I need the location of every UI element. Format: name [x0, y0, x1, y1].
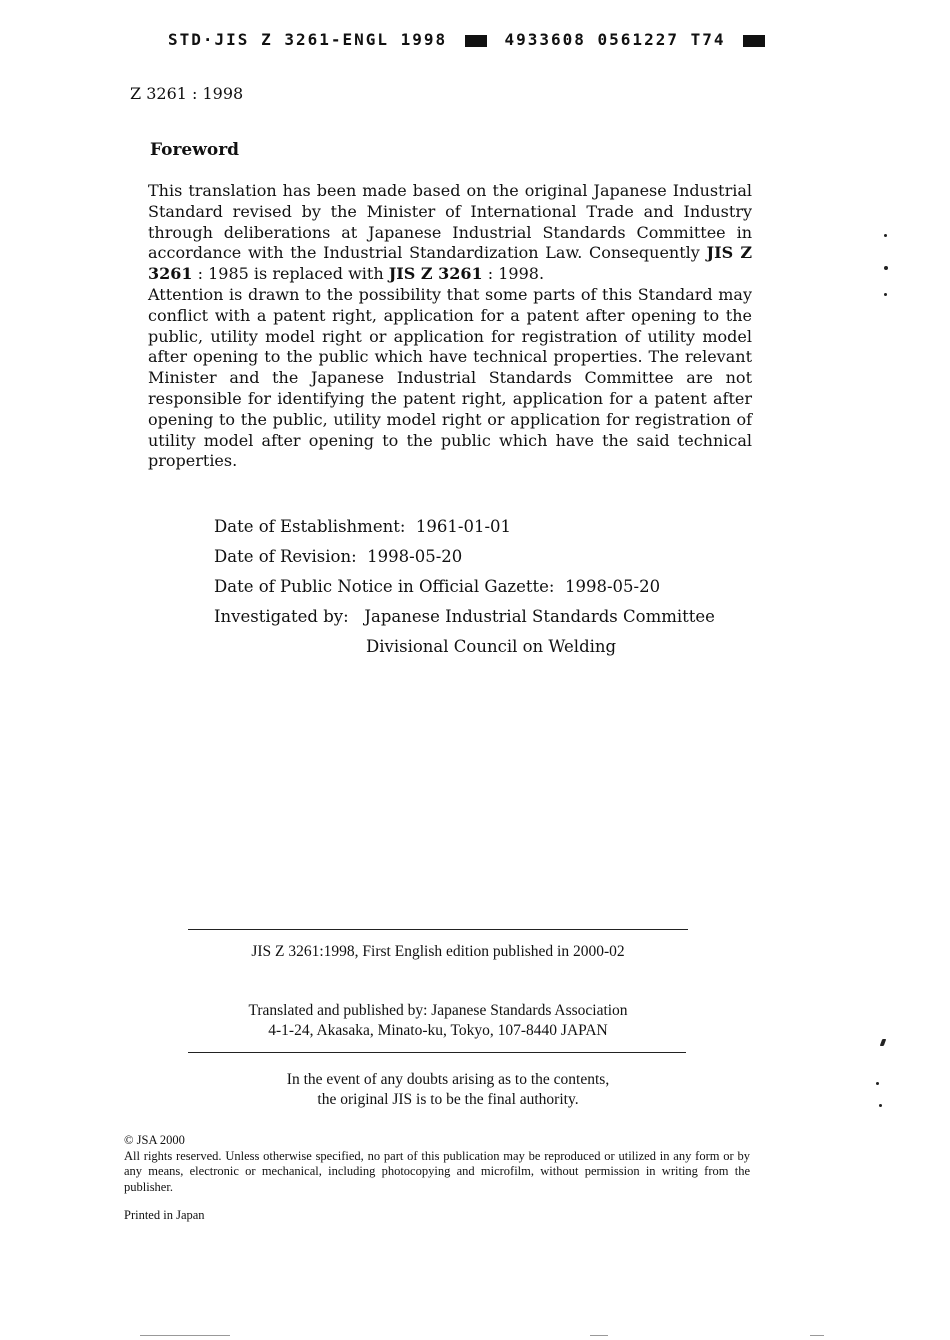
investigated-by: Investigated by: Japanese Industrial Standards Committee — [214, 607, 715, 626]
rights-statement: All rights reserved. Unless otherwise specified, no part of this publication may be reproduced or utilized in any form or by any means, electronic or mechanical, including photocopying and microfilm, without permission in writing from the publisher. — [124, 1148, 750, 1194]
running-header — [168, 30, 771, 49]
date-revision: Date of Revision: 1998-05-20 — [214, 547, 463, 566]
scan-artifact-line — [810, 1335, 824, 1336]
publisher-line: Translated and published by: Japanese Standards Association — [248, 1002, 628, 1019]
foreword-body — [148, 181, 752, 472]
header-bar-mark — [743, 35, 765, 47]
foreword-heading: Foreword — [150, 140, 240, 160]
date-public-notice: Date of Public Notice in Official Gazette: 1998-05-20 — [214, 577, 661, 596]
scan-speck — [876, 1082, 879, 1085]
printed-in: Printed in Japan — [124, 1208, 205, 1222]
foreword-paragraph-2: Attention is drawn to the possibility that some parts of this Standard may conflict with a patent right, application for a patent after opening to the public, utility model right or application for registration of utility model after opening to the public which have technical properties. The relevant Minister and the Japanese Industrial Standards Committee are not responsible for identifying the patent right, application for a patent after opening to the public, utility model right or application for registration of utility model after opening to the public which have the said technical properties. — [148, 284, 752, 471]
scan-speck — [880, 1039, 887, 1046]
notice-line-1: In the event of any doubts arising as to the contents, — [286, 1071, 610, 1088]
copyright-line: © JSA 2000 — [124, 1133, 185, 1147]
paragraph-text: This translation has been made based on the original Japanese Industrial Standard revised by the Minister of International Trade and Industry through deliberations at Japanese Industrial Standards Committee in accordance with the Industrial Standardization Law. Consequently — [148, 181, 752, 263]
scan-artifact-line — [140, 1335, 230, 1336]
publication-bottom-rule — [188, 1052, 686, 1053]
investigating-council: Divisional Council on Welding — [366, 637, 617, 656]
header-bar-mark — [465, 35, 487, 47]
notice-line-2: the original JIS is to be the final authority. — [317, 1091, 579, 1108]
edition-line: JIS Z 3261:1998, First English edition published in 2000-02 — [251, 943, 625, 960]
paragraph-text: : 1985 is replaced with — [192, 264, 389, 284]
standard-reference-old: JIS Z 3261 — [148, 243, 752, 284]
scan-speck — [884, 293, 887, 296]
foreword-paragraph-1 — [148, 181, 752, 285]
paragraph-text: : 1998. — [482, 264, 545, 284]
scan-artifact-line — [590, 1335, 608, 1336]
date-establishment: Date of Establishment: 1961-01-01 — [214, 517, 512, 536]
document-code: Z 3261 : 1998 — [130, 84, 244, 103]
scan-speck — [879, 1104, 882, 1107]
dates-block — [214, 512, 715, 662]
header-standard-id: STD·JIS Z 3261-ENGL 1998 — [168, 30, 448, 49]
header-catalog-number: 4933608 0561227 T74 — [504, 30, 726, 49]
standard-reference-new: JIS Z 3261 — [388, 264, 483, 284]
authority-notice — [188, 1070, 708, 1110]
copyright-block — [124, 1133, 750, 1195]
publisher-address: 4-1-24, Akasaka, Minato-ku, Tokyo, 107-8440 JAPAN — [268, 1022, 608, 1039]
scan-speck — [884, 266, 888, 270]
publication-top-rule — [188, 929, 688, 930]
scan-speck — [884, 234, 887, 237]
